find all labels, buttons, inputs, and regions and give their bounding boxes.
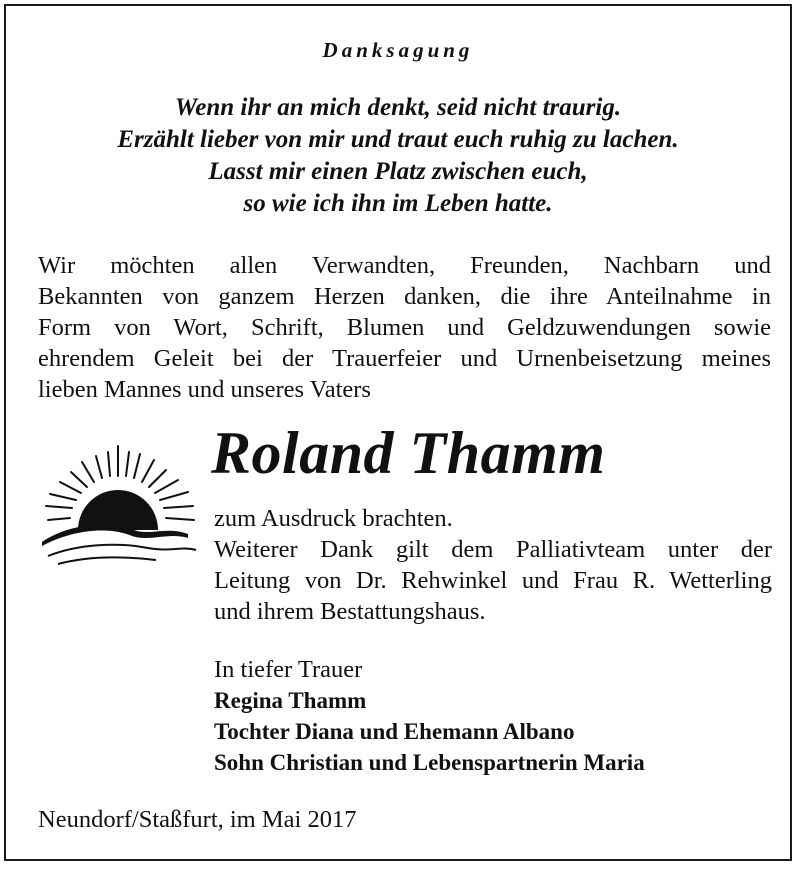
thanks-line: Wir möchten allen Verwandten, Freunden, Nachbarn und [38,252,771,279]
place-date: Neundorf/Staßfurt, im Mai 2017 [38,806,357,833]
poem-line: Wenn ihr an mich denkt, seid nicht traurig. [174,94,622,121]
mourner-name: Sohn Christian und Lebenspartnerin Maria [214,750,645,775]
thanks-text [38,250,771,405]
poem-line: Erzählt lieber von mir und traut euch ruhig zu lachen. [117,126,679,153]
heading: Danksagung [322,38,474,62]
deceased-name: Roland Thamm [211,420,606,486]
thanks-line: ehrendem Geleit bei der Trauerfeier und Urnenbeisetzung meines [38,345,771,372]
additional-thanks-line: zum Ausdruck brachten. [214,505,453,532]
thanks-line: lieben Mannes und unseres Vaters [38,376,371,403]
mourners-block [214,654,645,778]
poem-line: Lasst mir einen Platz zwischen euch, [208,158,588,185]
obituary-card [4,4,792,861]
mourner-name: Tochter Diana und Ehemann Albano [214,719,575,744]
thanks-line: Bekannten von ganzem Herzen danken, die ihre Anteilnahme in [38,283,771,310]
poem [6,92,790,220]
thanks-line: Form von Wort, Schrift, Blumen und Geldzuwendungen sowie [38,314,771,341]
additional-thanks-line: Leitung von Dr. Rehwinkel und Frau R. Wetterling [214,567,772,594]
additional-thanks-line: Weiterer Dank gilt dem Palliativteam unter der [214,536,772,563]
sunrise-over-hills-icon [38,438,200,568]
poem-line: so wie ich ihn im Leben hatte. [243,190,553,217]
mourning-intro: In tiefer Trauer [214,656,363,683]
additional-thanks-line: und ihrem Bestattungshaus. [214,598,486,625]
mourner-name: Regina Thamm [214,688,367,713]
additional-thanks [214,503,772,627]
